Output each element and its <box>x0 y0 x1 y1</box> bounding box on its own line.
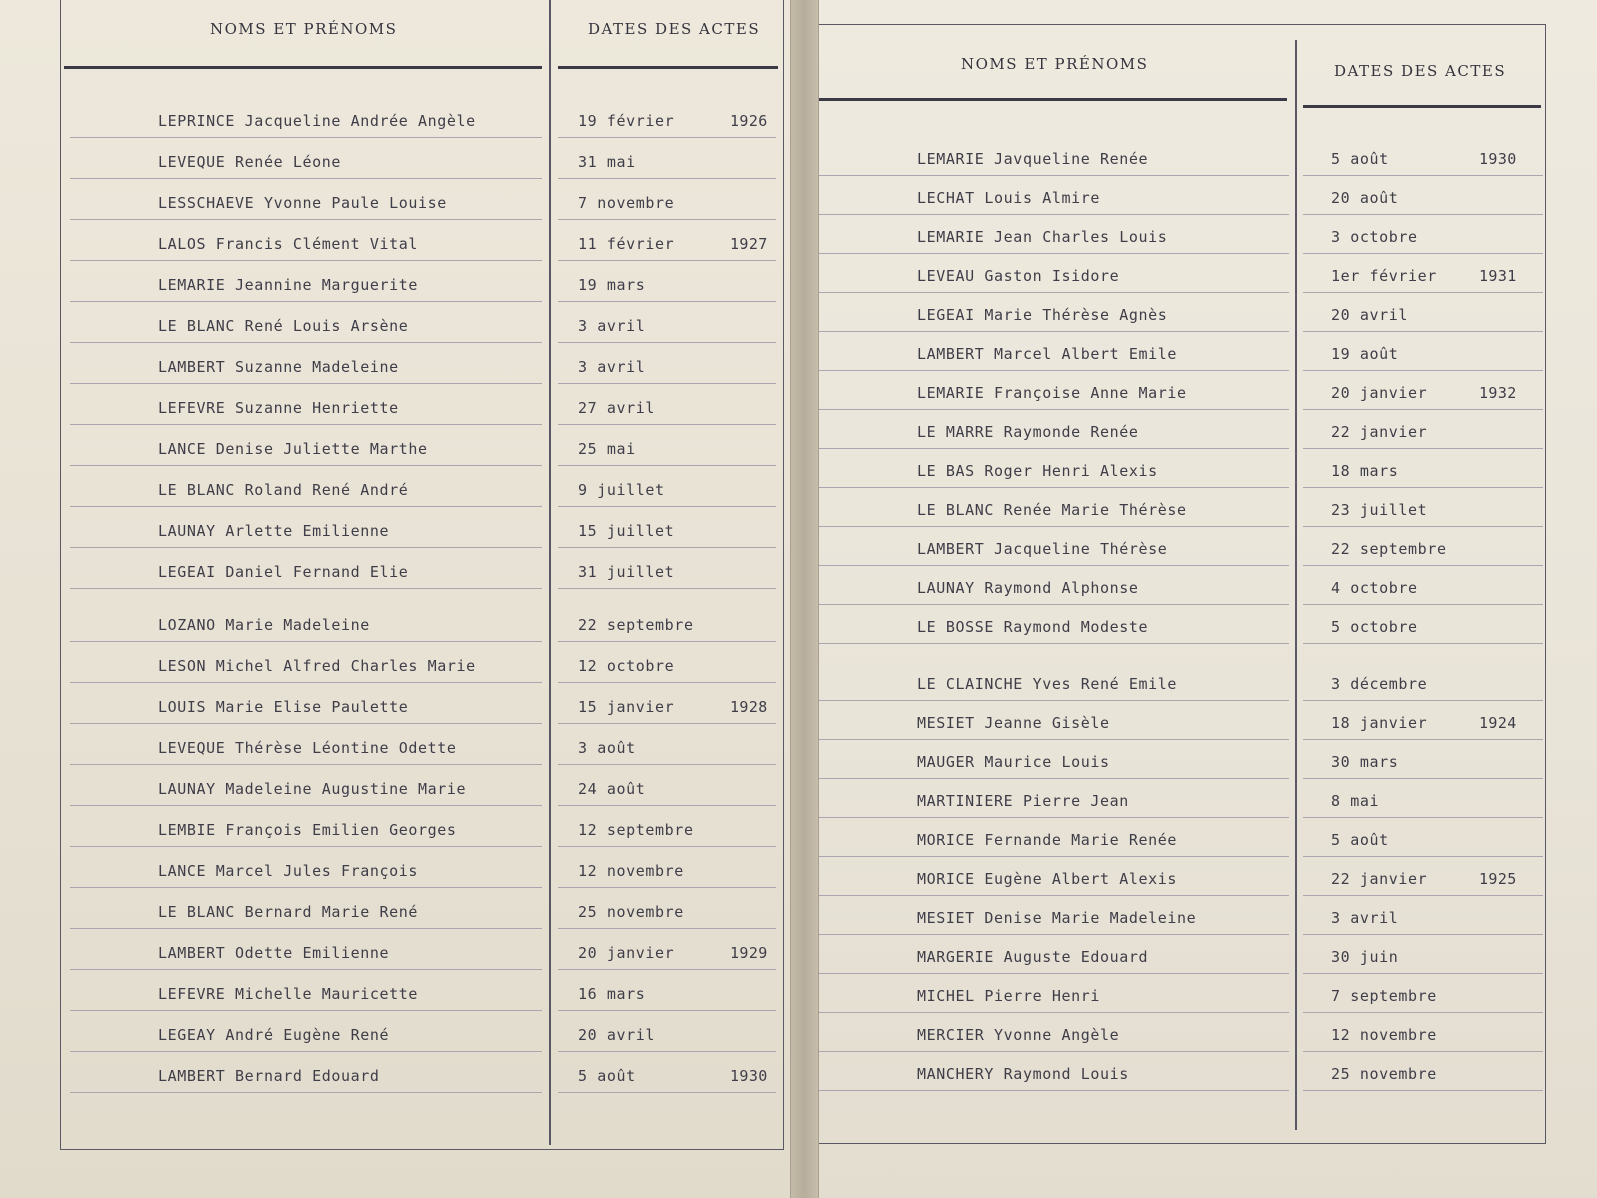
date-rule-line <box>1303 526 1543 527</box>
entry-date: 19 mars <box>578 276 646 294</box>
entry-date: 5 août <box>1331 831 1389 849</box>
date-rule-line <box>1303 175 1543 176</box>
date-rule-line <box>1303 448 1543 449</box>
entry-date: 30 mars <box>1331 753 1399 771</box>
right-header-rule-names <box>818 98 1287 101</box>
entry-year: 1924 <box>1479 714 1517 732</box>
entry-date: 30 juin <box>1331 948 1399 966</box>
entry-year: 1931 <box>1479 267 1517 285</box>
register-row <box>819 411 1591 451</box>
name-rule-line <box>819 643 1289 644</box>
name-rule-line <box>819 973 1289 974</box>
entry-name: LESSCHAEVE Yvonne Paule Louise <box>158 194 447 212</box>
register-row <box>70 223 780 263</box>
register-row <box>819 606 1591 646</box>
entry-date: 18 janvier <box>1331 714 1428 732</box>
entry-date: 3 octobre <box>1331 228 1418 246</box>
entry-name: LAUNAY Raymond Alphonse <box>917 579 1139 597</box>
entry-name: MICHEL Pierre Henri <box>917 987 1100 1005</box>
date-rule-line <box>1303 895 1543 896</box>
name-rule-line <box>819 700 1289 701</box>
name-rule-line <box>70 137 542 138</box>
entry-name: MAUGER Maurice Louis <box>917 753 1110 771</box>
entry-date: 15 juillet <box>578 522 675 540</box>
name-rule-line <box>819 1051 1289 1052</box>
register-row <box>70 305 780 345</box>
entry-name: LEGEAY André Eugène René <box>158 1026 390 1044</box>
entry-name: MERCIER Yvonne Angèle <box>917 1026 1120 1044</box>
entry-name: LAMBERT Bernard Edouard <box>158 1067 380 1085</box>
entry-name: LOUIS Marie Elise Paulette <box>158 698 409 716</box>
name-rule-line <box>819 1012 1289 1013</box>
register-row <box>70 551 780 591</box>
register-row <box>70 346 780 386</box>
entry-name: LEFEVRE Michelle Mauricette <box>158 985 419 1003</box>
entry-date: 15 janvier <box>578 698 675 716</box>
date-rule-line <box>558 682 776 683</box>
date-rule-line <box>558 969 776 970</box>
register-row <box>819 567 1591 607</box>
entry-name: MORICE Fernande Marie Renée <box>917 831 1178 849</box>
entry-date: 22 janvier <box>1331 870 1428 888</box>
entry-name: LAMBERT Suzanne Madeleine <box>158 358 399 376</box>
name-rule-line <box>70 301 542 302</box>
entry-date: 31 juillet <box>578 563 675 581</box>
date-rule-line <box>558 137 776 138</box>
entry-date: 20 avril <box>1331 306 1409 324</box>
entry-name: LE BAS Roger Henri Alexis <box>917 462 1158 480</box>
name-rule-line <box>819 214 1289 215</box>
date-rule-line <box>558 846 776 847</box>
name-rule-line <box>70 424 542 425</box>
register-row <box>819 1053 1591 1093</box>
entry-name: LEVEAU Gaston Isidore <box>917 267 1120 285</box>
date-rule-line <box>558 424 776 425</box>
name-rule-line <box>70 342 542 343</box>
entry-name: LEMARIE Jean Charles Louis <box>917 228 1168 246</box>
register-row <box>70 850 780 890</box>
entry-date: 16 mars <box>578 985 646 1003</box>
name-rule-line <box>70 219 542 220</box>
date-rule-line <box>558 342 776 343</box>
register-row <box>819 450 1591 490</box>
entry-name: LE BLANC René Louis Arsène <box>158 317 409 335</box>
entry-date: 20 janvier <box>578 944 675 962</box>
entry-name: LE BOSSE Raymond Modeste <box>917 618 1149 636</box>
right-names-header: NOMS ET PRÉNOMS <box>961 55 1149 73</box>
register-row <box>70 1055 780 1095</box>
date-rule-line <box>1303 973 1543 974</box>
date-rule-line <box>1303 817 1543 818</box>
entry-date: 5 août <box>578 1067 636 1085</box>
left-page <box>0 0 791 1198</box>
date-rule-line <box>558 588 776 589</box>
register-row <box>819 294 1591 334</box>
date-rule-line <box>558 887 776 888</box>
name-rule-line <box>70 465 542 466</box>
register-row <box>819 702 1591 742</box>
register-row <box>819 663 1591 703</box>
date-rule-line <box>558 764 776 765</box>
entry-date: 22 janvier <box>1331 423 1428 441</box>
entry-date: 11 février <box>578 235 675 253</box>
date-rule-line <box>1303 1051 1543 1052</box>
register-row <box>70 510 780 550</box>
entry-date: 20 août <box>1331 189 1399 207</box>
entry-name: LAMBERT Marcel Albert Emile <box>917 345 1178 363</box>
entry-name: LAUNAY Arlette Emilienne <box>158 522 390 540</box>
date-rule-line <box>558 260 776 261</box>
register-row <box>819 372 1591 412</box>
entry-date: 1er février <box>1331 267 1437 285</box>
register-row <box>70 727 780 767</box>
date-rule-line <box>1303 292 1543 293</box>
entry-date: 20 janvier <box>1331 384 1428 402</box>
name-rule-line <box>70 805 542 806</box>
name-rule-line <box>70 1010 542 1011</box>
entry-name: LAMBERT Jacqueline Thérèse <box>917 540 1168 558</box>
name-rule-line <box>70 928 542 929</box>
name-rule-line <box>70 887 542 888</box>
entry-date: 12 octobre <box>578 657 675 675</box>
register-row <box>819 177 1591 217</box>
name-rule-line <box>819 370 1289 371</box>
entry-name: MARTINIERE Pierre Jean <box>917 792 1129 810</box>
register-row <box>819 897 1591 937</box>
entry-name: MESIET Denise Marie Madeleine <box>917 909 1197 927</box>
register-row <box>819 780 1591 820</box>
entry-date: 5 octobre <box>1331 618 1418 636</box>
name-rule-line <box>70 846 542 847</box>
entry-name: LECHAT Louis Almire <box>917 189 1100 207</box>
register-row <box>819 216 1591 256</box>
date-rule-line <box>558 383 776 384</box>
left-header-rule-dates <box>558 66 778 69</box>
entry-date: 25 mai <box>578 440 636 458</box>
name-rule-line <box>819 604 1289 605</box>
entry-date: 3 avril <box>1331 909 1399 927</box>
entry-name: LEMARIE Javqueline Renée <box>917 150 1149 168</box>
entry-year: 1929 <box>730 944 768 962</box>
entry-date: 25 novembre <box>578 903 684 921</box>
entry-date: 8 mai <box>1331 792 1380 810</box>
entry-date: 24 août <box>578 780 646 798</box>
left-dates-header: DATES DES ACTES <box>588 20 761 38</box>
register-row <box>70 387 780 427</box>
date-rule-line <box>558 219 776 220</box>
register-row <box>70 100 780 140</box>
register-row <box>819 819 1591 859</box>
entry-name: LEVEQUE Renée Léone <box>158 153 341 171</box>
date-rule-line <box>1303 739 1543 740</box>
date-rule-line <box>558 1010 776 1011</box>
date-rule-line <box>1303 565 1543 566</box>
register-row <box>819 936 1591 976</box>
register-row <box>819 489 1591 529</box>
entry-date: 5 août <box>1331 150 1389 168</box>
entry-name: LAMBERT Odette Emilienne <box>158 944 390 962</box>
name-rule-line <box>70 764 542 765</box>
date-rule-line <box>1303 487 1543 488</box>
name-rule-line <box>70 506 542 507</box>
entry-name: MANCHERY Raymond Louis <box>917 1065 1129 1083</box>
register-row <box>70 182 780 222</box>
name-rule-line <box>819 817 1289 818</box>
register-row <box>70 1014 780 1054</box>
entry-year: 1925 <box>1479 870 1517 888</box>
name-rule-line <box>819 895 1289 896</box>
name-rule-line <box>819 331 1289 332</box>
entry-date: 3 avril <box>578 358 646 376</box>
entry-date: 12 novembre <box>1331 1026 1437 1044</box>
left-header-rule-names <box>64 66 542 69</box>
entry-date: 3 août <box>578 739 636 757</box>
name-rule-line <box>70 588 542 589</box>
entry-date: 19 février <box>578 112 675 130</box>
right-dates-header: DATES DES ACTES <box>1334 62 1507 80</box>
entry-date: 25 novembre <box>1331 1065 1437 1083</box>
name-rule-line <box>819 856 1289 857</box>
entry-name: LEMBIE François Emilien Georges <box>158 821 457 839</box>
right-page <box>818 0 1597 1198</box>
register-row <box>819 255 1591 295</box>
entry-name: LE CLAINCHE Yves René Emile <box>917 675 1178 693</box>
date-rule-line <box>558 301 776 302</box>
entry-date: 20 avril <box>578 1026 656 1044</box>
book-gutter <box>786 0 822 1198</box>
register-row <box>70 604 780 644</box>
entry-date: 19 août <box>1331 345 1399 363</box>
date-rule-line <box>558 465 776 466</box>
entry-name: LANCE Denise Juliette Marthe <box>158 440 428 458</box>
date-rule-line <box>1303 934 1543 935</box>
entry-year: 1930 <box>730 1067 768 1085</box>
entry-year: 1932 <box>1479 384 1517 402</box>
register-row <box>70 768 780 808</box>
register-row <box>70 891 780 931</box>
date-rule-line <box>558 723 776 724</box>
date-rule-line <box>1303 856 1543 857</box>
entry-name: LEMARIE Françoise Anne Marie <box>917 384 1187 402</box>
register-row <box>70 469 780 509</box>
entry-name: LEGEAI Daniel Fernand Elie <box>158 563 409 581</box>
entry-date: 3 avril <box>578 317 646 335</box>
entry-date: 7 septembre <box>1331 987 1437 1005</box>
left-names-header: NOMS ET PRÉNOMS <box>210 20 398 38</box>
name-rule-line <box>70 1051 542 1052</box>
entry-name: LE BLANC Roland René André <box>158 481 409 499</box>
entry-name: LEFEVRE Suzanne Henriette <box>158 399 399 417</box>
register-row <box>819 333 1591 373</box>
register-row <box>819 1014 1591 1054</box>
entry-year: 1926 <box>730 112 768 130</box>
entry-name: MESIET Jeanne Gisèle <box>917 714 1110 732</box>
date-rule-line <box>1303 1012 1543 1013</box>
entry-date: 7 novembre <box>578 194 675 212</box>
entry-name: LAUNAY Madeleine Augustine Marie <box>158 780 467 798</box>
register-row <box>819 138 1591 178</box>
date-rule-line <box>1303 778 1543 779</box>
entry-date: 22 septembre <box>1331 540 1447 558</box>
name-rule-line <box>819 175 1289 176</box>
name-rule-line <box>819 487 1289 488</box>
date-rule-line <box>558 547 776 548</box>
date-rule-line <box>1303 214 1543 215</box>
date-rule-line <box>1303 370 1543 371</box>
name-rule-line <box>70 178 542 179</box>
date-rule-line <box>1303 409 1543 410</box>
date-rule-line <box>1303 253 1543 254</box>
name-rule-line <box>70 260 542 261</box>
date-rule-line <box>558 1051 776 1052</box>
register-row <box>70 932 780 972</box>
name-rule-line <box>819 448 1289 449</box>
name-rule-line <box>819 934 1289 935</box>
date-rule-line <box>558 805 776 806</box>
register-row <box>70 973 780 1013</box>
name-rule-line <box>70 547 542 548</box>
entry-name: LE BLANC Bernard Marie René <box>158 903 419 921</box>
date-rule-line <box>558 641 776 642</box>
date-rule-line <box>558 928 776 929</box>
name-rule-line <box>70 682 542 683</box>
name-rule-line <box>819 778 1289 779</box>
entry-date: 27 avril <box>578 399 656 417</box>
entry-name: LALOS Francis Clément Vital <box>158 235 419 253</box>
name-rule-line <box>70 641 542 642</box>
entry-name: LANCE Marcel Jules François <box>158 862 419 880</box>
entry-name: LE MARRE Raymonde Renée <box>917 423 1139 441</box>
date-rule-line <box>558 178 776 179</box>
entry-date: 22 septembre <box>578 616 694 634</box>
name-rule-line <box>819 739 1289 740</box>
name-rule-line <box>819 409 1289 410</box>
date-rule-line <box>1303 1090 1543 1091</box>
entry-name: MARGERIE Auguste Edouard <box>917 948 1149 966</box>
register-row <box>819 975 1591 1015</box>
name-rule-line <box>819 292 1289 293</box>
register-row <box>70 686 780 726</box>
entry-date: 12 novembre <box>578 862 684 880</box>
date-rule-line <box>1303 604 1543 605</box>
register-row <box>70 809 780 849</box>
right-header-rule-dates <box>1303 105 1541 108</box>
entry-date: 3 décembre <box>1331 675 1428 693</box>
name-rule-line <box>819 1090 1289 1091</box>
date-rule-line <box>1303 643 1543 644</box>
entry-year: 1928 <box>730 698 768 716</box>
entry-date: 4 octobre <box>1331 579 1418 597</box>
entry-date: 9 juillet <box>578 481 665 499</box>
name-rule-line <box>70 723 542 724</box>
entry-name: LEPRINCE Jacqueline Andrée Angèle <box>158 112 476 130</box>
entry-name: LOZANO Marie Madeleine <box>158 616 370 634</box>
entry-name: LEMARIE Jeannine Marguerite <box>158 276 419 294</box>
entry-name: LESON Michel Alfred Charles Marie <box>158 657 476 675</box>
register-row <box>819 528 1591 568</box>
name-rule-line <box>819 565 1289 566</box>
entry-date: 18 mars <box>1331 462 1399 480</box>
entry-name: LE BLANC Renée Marie Thérèse <box>917 501 1187 519</box>
date-rule-line <box>1303 700 1543 701</box>
register-row <box>70 141 780 181</box>
name-rule-line <box>70 969 542 970</box>
entry-date: 23 juillet <box>1331 501 1428 519</box>
date-rule-line <box>1303 331 1543 332</box>
entry-date: 12 septembre <box>578 821 694 839</box>
name-rule-line <box>819 526 1289 527</box>
register-row <box>819 858 1591 898</box>
date-rule-line <box>558 506 776 507</box>
entry-date: 31 mai <box>578 153 636 171</box>
register-row <box>70 645 780 685</box>
entry-year: 1927 <box>730 235 768 253</box>
entry-name: LEGEAI Marie Thérèse Agnès <box>917 306 1168 324</box>
entry-name: LEVEQUE Thérèse Léontine Odette <box>158 739 457 757</box>
register-row <box>819 741 1591 781</box>
name-rule-line <box>70 383 542 384</box>
register-row <box>70 428 780 468</box>
name-rule-line <box>819 253 1289 254</box>
entry-year: 1930 <box>1479 150 1517 168</box>
register-row <box>70 264 780 304</box>
entry-name: MORICE Eugène Albert Alexis <box>917 870 1178 888</box>
date-rule-line <box>558 1092 776 1093</box>
name-rule-line <box>70 1092 542 1093</box>
